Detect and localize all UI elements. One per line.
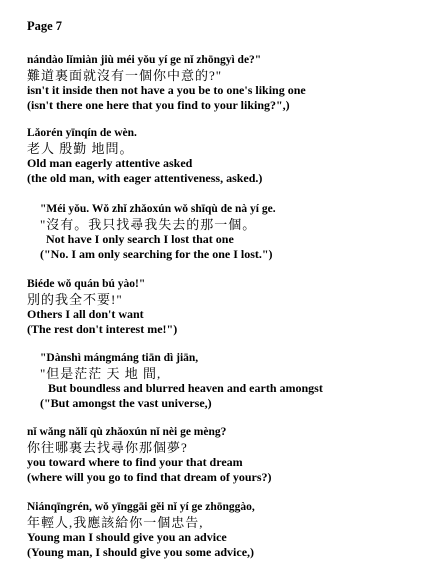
translation-line: (the old man, with eager attentiveness, asked.) bbox=[27, 171, 263, 185]
hanzi-line: 老人 殷勤 地問。 bbox=[27, 141, 134, 156]
pinyin-line: "Méi yǒu. Wǒ zhǐ zhǎoxún wǒ shīqù de nà yí ge. bbox=[40, 203, 276, 215]
gloss-line: isn't it inside then not have a you be to one's liking one bbox=[27, 83, 306, 97]
translation-line: (where will you go to find that dream of yours?) bbox=[27, 470, 272, 484]
gloss-line: you toward where to find your that dream bbox=[27, 455, 243, 469]
hanzi-line: 年輕人,我應該給你一個忠告, bbox=[27, 515, 204, 530]
pinyin-line: nǐ wǎng nǎlǐ qù zhǎoxún nǐ nèi ge mèng? bbox=[27, 426, 227, 438]
hanzi-line: 你往哪裏去找尋你那個夢? bbox=[27, 440, 188, 455]
gloss-line: But boundless and blurred heaven and earth amongst bbox=[48, 381, 323, 395]
hanzi-line: 難道裏面就沒有一個你中意的?" bbox=[27, 68, 223, 83]
pinyin-line: Lǎorén yīnqín de wèn. bbox=[27, 127, 137, 139]
translation-line: ("No. I am only searching for the one I lost.") bbox=[40, 247, 273, 261]
translation-line: ("But amongst the vast universe,) bbox=[40, 396, 212, 410]
pinyin-line: "Dànshì mángmáng tiān dì jiān, bbox=[40, 352, 199, 364]
translation-line: (The rest don't interest me!") bbox=[27, 322, 178, 336]
gloss-line: Old man eagerly attentive asked bbox=[27, 156, 193, 170]
translation-line: (Young man, I should give you some advice,) bbox=[27, 545, 255, 559]
gloss-line: Not have I only search I lost that one bbox=[46, 232, 234, 246]
pinyin-line: nándào lǐmiàn jiù méi yǒu yí ge nǐ zhōngyì de?" bbox=[27, 54, 262, 66]
gloss-line: Young man I should give you an advice bbox=[27, 530, 227, 544]
translation-line: (isn't there one here that you find to your liking?",) bbox=[27, 98, 290, 112]
hanzi-line: "沒有。我只找尋我失去的那一個。 bbox=[40, 217, 257, 232]
hanzi-line: "但是茫茫 天 地 間, bbox=[40, 366, 162, 381]
pinyin-line: Biéde wǒ quán bú yào!" bbox=[27, 278, 146, 290]
page-number: Page 7 bbox=[27, 19, 63, 33]
pinyin-line: Niánqīngrén, wǒ yīnggāi gěi nǐ yí ge zhōnggào, bbox=[27, 501, 255, 513]
hanzi-line: 別的我全不要!" bbox=[27, 292, 123, 307]
gloss-line: Others I all don't want bbox=[27, 307, 144, 321]
